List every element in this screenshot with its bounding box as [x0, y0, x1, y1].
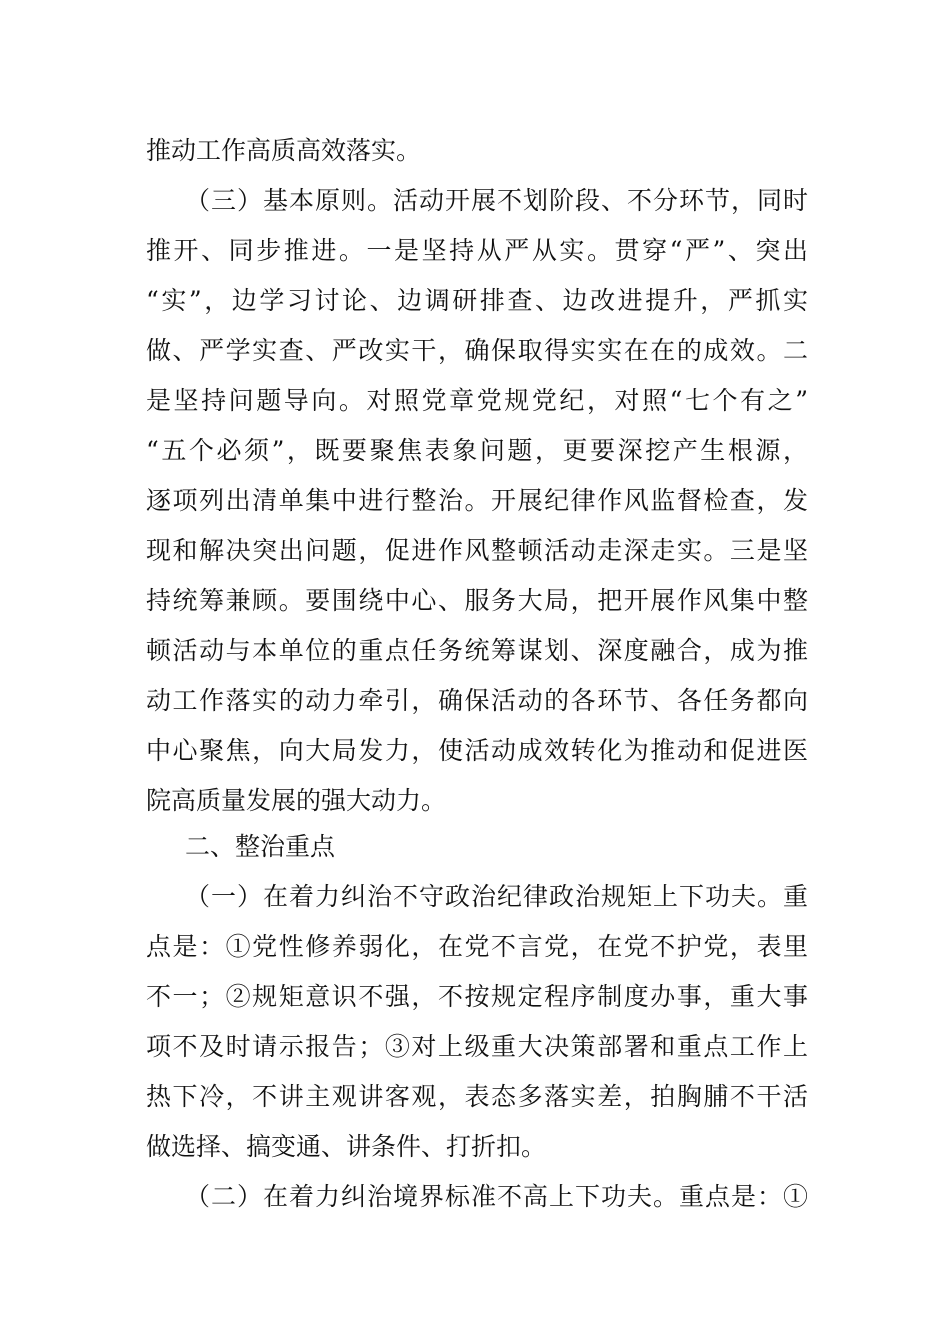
text-line-2: （三）基本原则。活动开展不划阶段、不分环节，同时	[185, 186, 808, 215]
text-line-20: 热下冷，不讲主观讲客观，表态多落实差，拍胸脯不干活	[146, 1082, 808, 1111]
text-line-19: 项不及时请示报告；③对上级重大决策部署和重点工作上	[146, 1032, 808, 1061]
text-line-16: （一）在着力纠治不守政治纪律政治规矩上下功夫。重	[185, 882, 808, 911]
text-line-3: 推开、同步推进。一是坚持从严从实。贯穿“严”、突出	[146, 236, 808, 265]
text-line-8: 逐项列出清单集中进行整治。开展纪律作风监督检查，发	[146, 486, 808, 515]
text-line-22: （二）在着力纠治境界标准不高上下功夫。重点是：①	[185, 1182, 808, 1211]
section-heading: 二、整治重点	[185, 832, 336, 861]
text-line-14: 院高质量发展的强大动力。	[146, 786, 447, 815]
text-line-17: 点是：①党性修养弱化，在党不言党，在党不护党，表里	[146, 932, 808, 961]
text-line-7: “五个必须”，既要聚焦表象问题，更要深挖产生根源，	[146, 436, 808, 465]
text-line-9: 现和解决突出问题，促进作风整顿活动走深走实。三是坚	[146, 536, 808, 565]
text-line-21: 做选择、搞变通、讲条件、打折扣。	[146, 1132, 547, 1161]
text-line-12: 动工作落实的动力牵引，确保活动的各环节、各任务都向	[146, 686, 808, 715]
text-line-11: 顿活动与本单位的重点任务统筹谋划、深度融合，成为推	[146, 636, 808, 665]
text-line-4: “实”，边学习讨论、边调研排查、边改进提升，严抓实	[146, 286, 808, 315]
text-line-10: 持统筹兼顾。要围绕中心、服务大局，把开展作风集中整	[146, 586, 808, 615]
text-line-13: 中心聚焦，向大局发力，使活动成效转化为推动和促进医	[146, 736, 808, 765]
text-line-5: 做、严学实查、严改实干，确保取得实实在在的成效。二	[146, 336, 808, 365]
text-line-18: 不一；②规矩意识不强，不按规定程序制度办事，重大事	[146, 982, 808, 1011]
text-line-6: 是坚持问题导向。对照党章党规党纪，对照“七个有之”	[146, 386, 808, 415]
text-line-1: 推动工作高质高效落实。	[146, 136, 422, 165]
